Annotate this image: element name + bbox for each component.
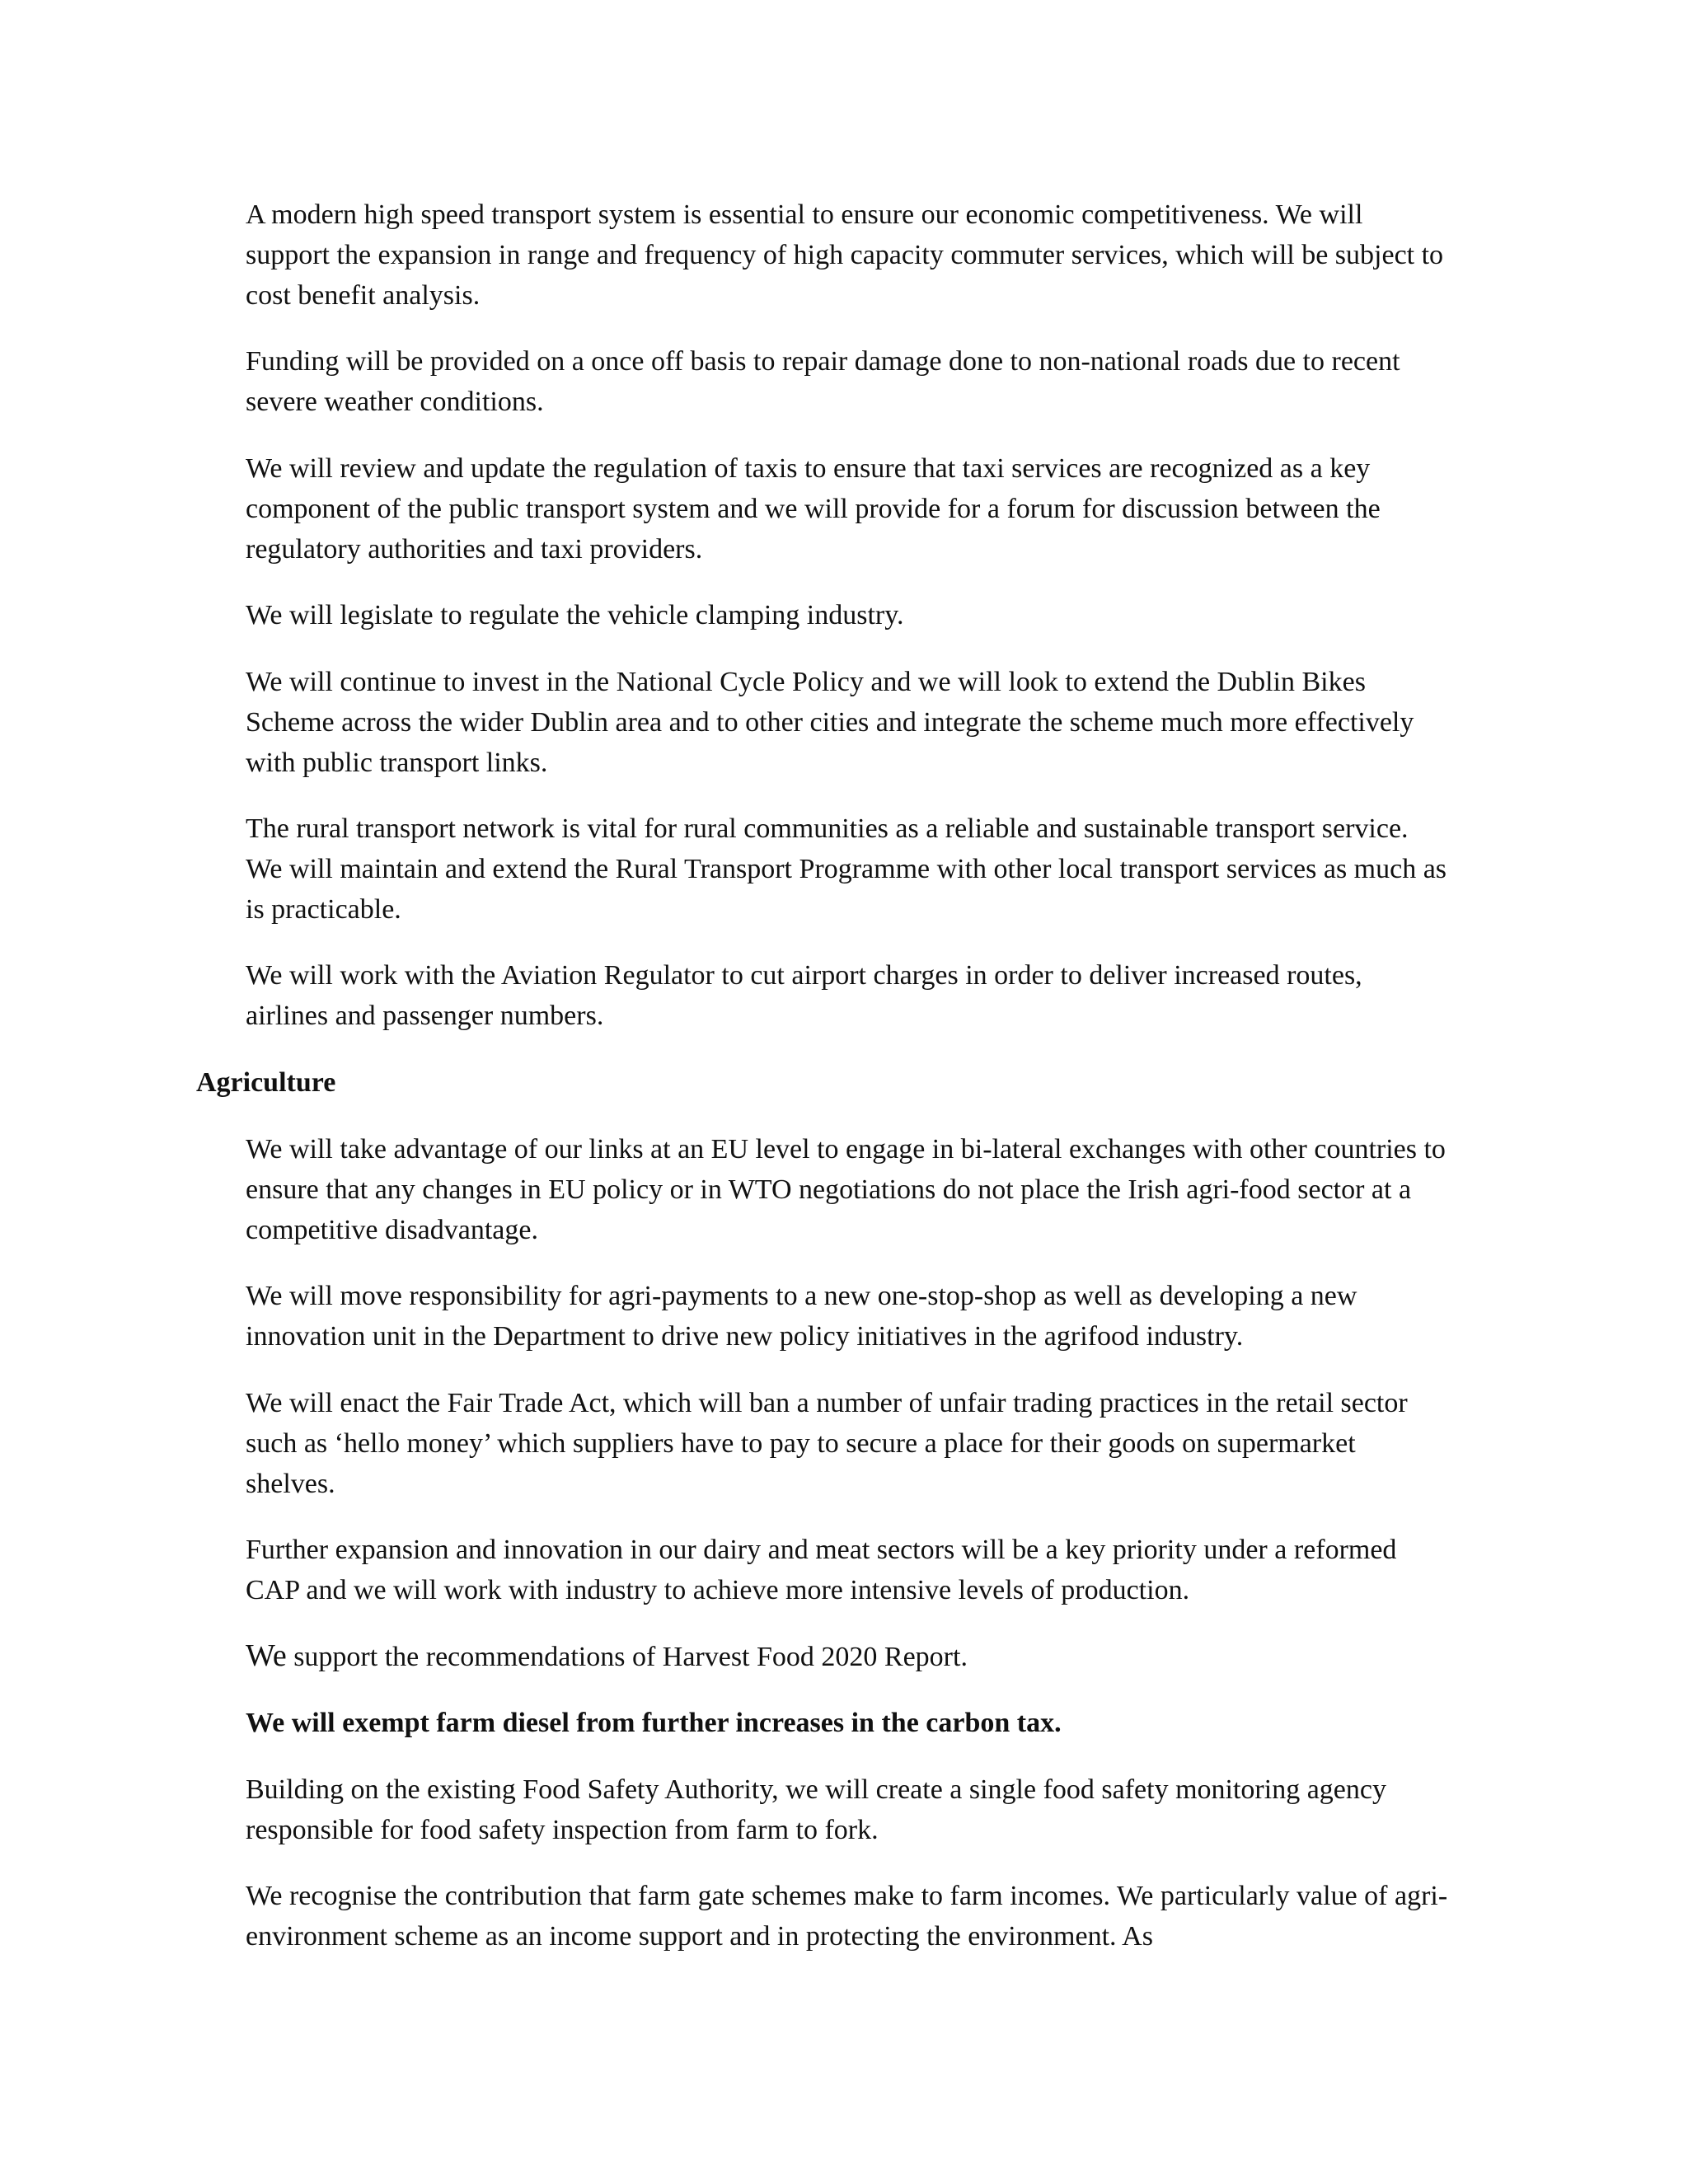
paragraph-aviation-regulator: We will work with the Aviation Regulator to cut airport charges in order to deliver increased routes, airlines and passenger numbers. xyxy=(246,960,1362,1031)
paragraph-cycle-policy: We will continue to invest in the National Cycle Policy and we will look to extend the Dublin Bikes Scheme across the wider Dublin area and to other cities and integrate the scheme much more effectively with public transport links. xyxy=(246,667,1414,778)
paragraph-taxi-regulation: We will review and update the regulation of taxis to ensure that taxi services are recognized as a key component of the public transport system and we will provide for a forum for discussion between the regulatory authorities and taxi providers. xyxy=(246,453,1381,565)
paragraph-road-repair-funding: Funding will be provided on a once off basis to repair damage done to non-national roads due to recent severe weather conditions. xyxy=(246,346,1400,417)
paragraph-harvest-rest: support the recommendations of Harvest Food 2020 Report. xyxy=(286,1642,968,1672)
paragraph-vehicle-clamping: We will legislate to regulate the vehicle clamping industry. xyxy=(246,600,904,630)
paragraph-rural-transport: The rural transport network is vital for rural communities as a reliable and sustainable transport service. We will maintain and extend the Rural Transport Programme with other local transport services as much as is practicable. xyxy=(246,813,1447,925)
paragraph-agri-payments: We will move responsibility for agri-payments to a new one-stop-shop as well as developing a new innovation unit in the Department to drive new policy initiatives in the agrifood industry. xyxy=(246,1281,1357,1352)
paragraph-fair-trade-act: We will enact the Fair Trade Act, which will ban a number of unfair trading practices in the retail sector such as ‘hello money’ which suppliers have to pay to secure a place for their goods on supermarket shelves. xyxy=(246,1388,1408,1499)
paragraph-harvest-food-2020 xyxy=(246,1636,1449,1677)
paragraph-food-safety-agency: Building on the existing Food Safety Authority, we will create a single food safety monitoring agency responsible for food safety inspection from farm to fork. xyxy=(246,1774,1386,1845)
paragraph-farm-diesel-exemption: We will exempt farm diesel from further increases in the carbon tax. xyxy=(246,1708,1062,1738)
paragraph-dairy-meat-expansion: Further expansion and innovation in our dairy and meat sectors will be a key priority under a reformed CAP and we will work with industry to achieve more intensive levels of production. xyxy=(246,1535,1397,1605)
section-heading-agriculture: Agriculture xyxy=(196,1067,336,1098)
paragraph-harvest-first-word: We xyxy=(246,1638,287,1673)
paragraph-farm-gate-schemes: We recognise the contribution that farm gate schemes make to farm incomes. We particularly value of agri-environment scheme as an income support and in protecting the environment. As xyxy=(246,1881,1448,1952)
paragraph-eu-links: We will take advantage of our links at an EU level to engage in bi-lateral exchanges with other countries to ensure that any changes in EU policy or in WTO negotiations do not place the Irish agri-food sector at a competitive disadvantage. xyxy=(246,1134,1446,1245)
paragraph-high-speed-transport: A modern high speed transport system is essential to ensure our economic competitiveness. We will support the expansion in range and frequency of high capacity commuter services, which will be subject to cost benefit analysis. xyxy=(246,199,1444,311)
